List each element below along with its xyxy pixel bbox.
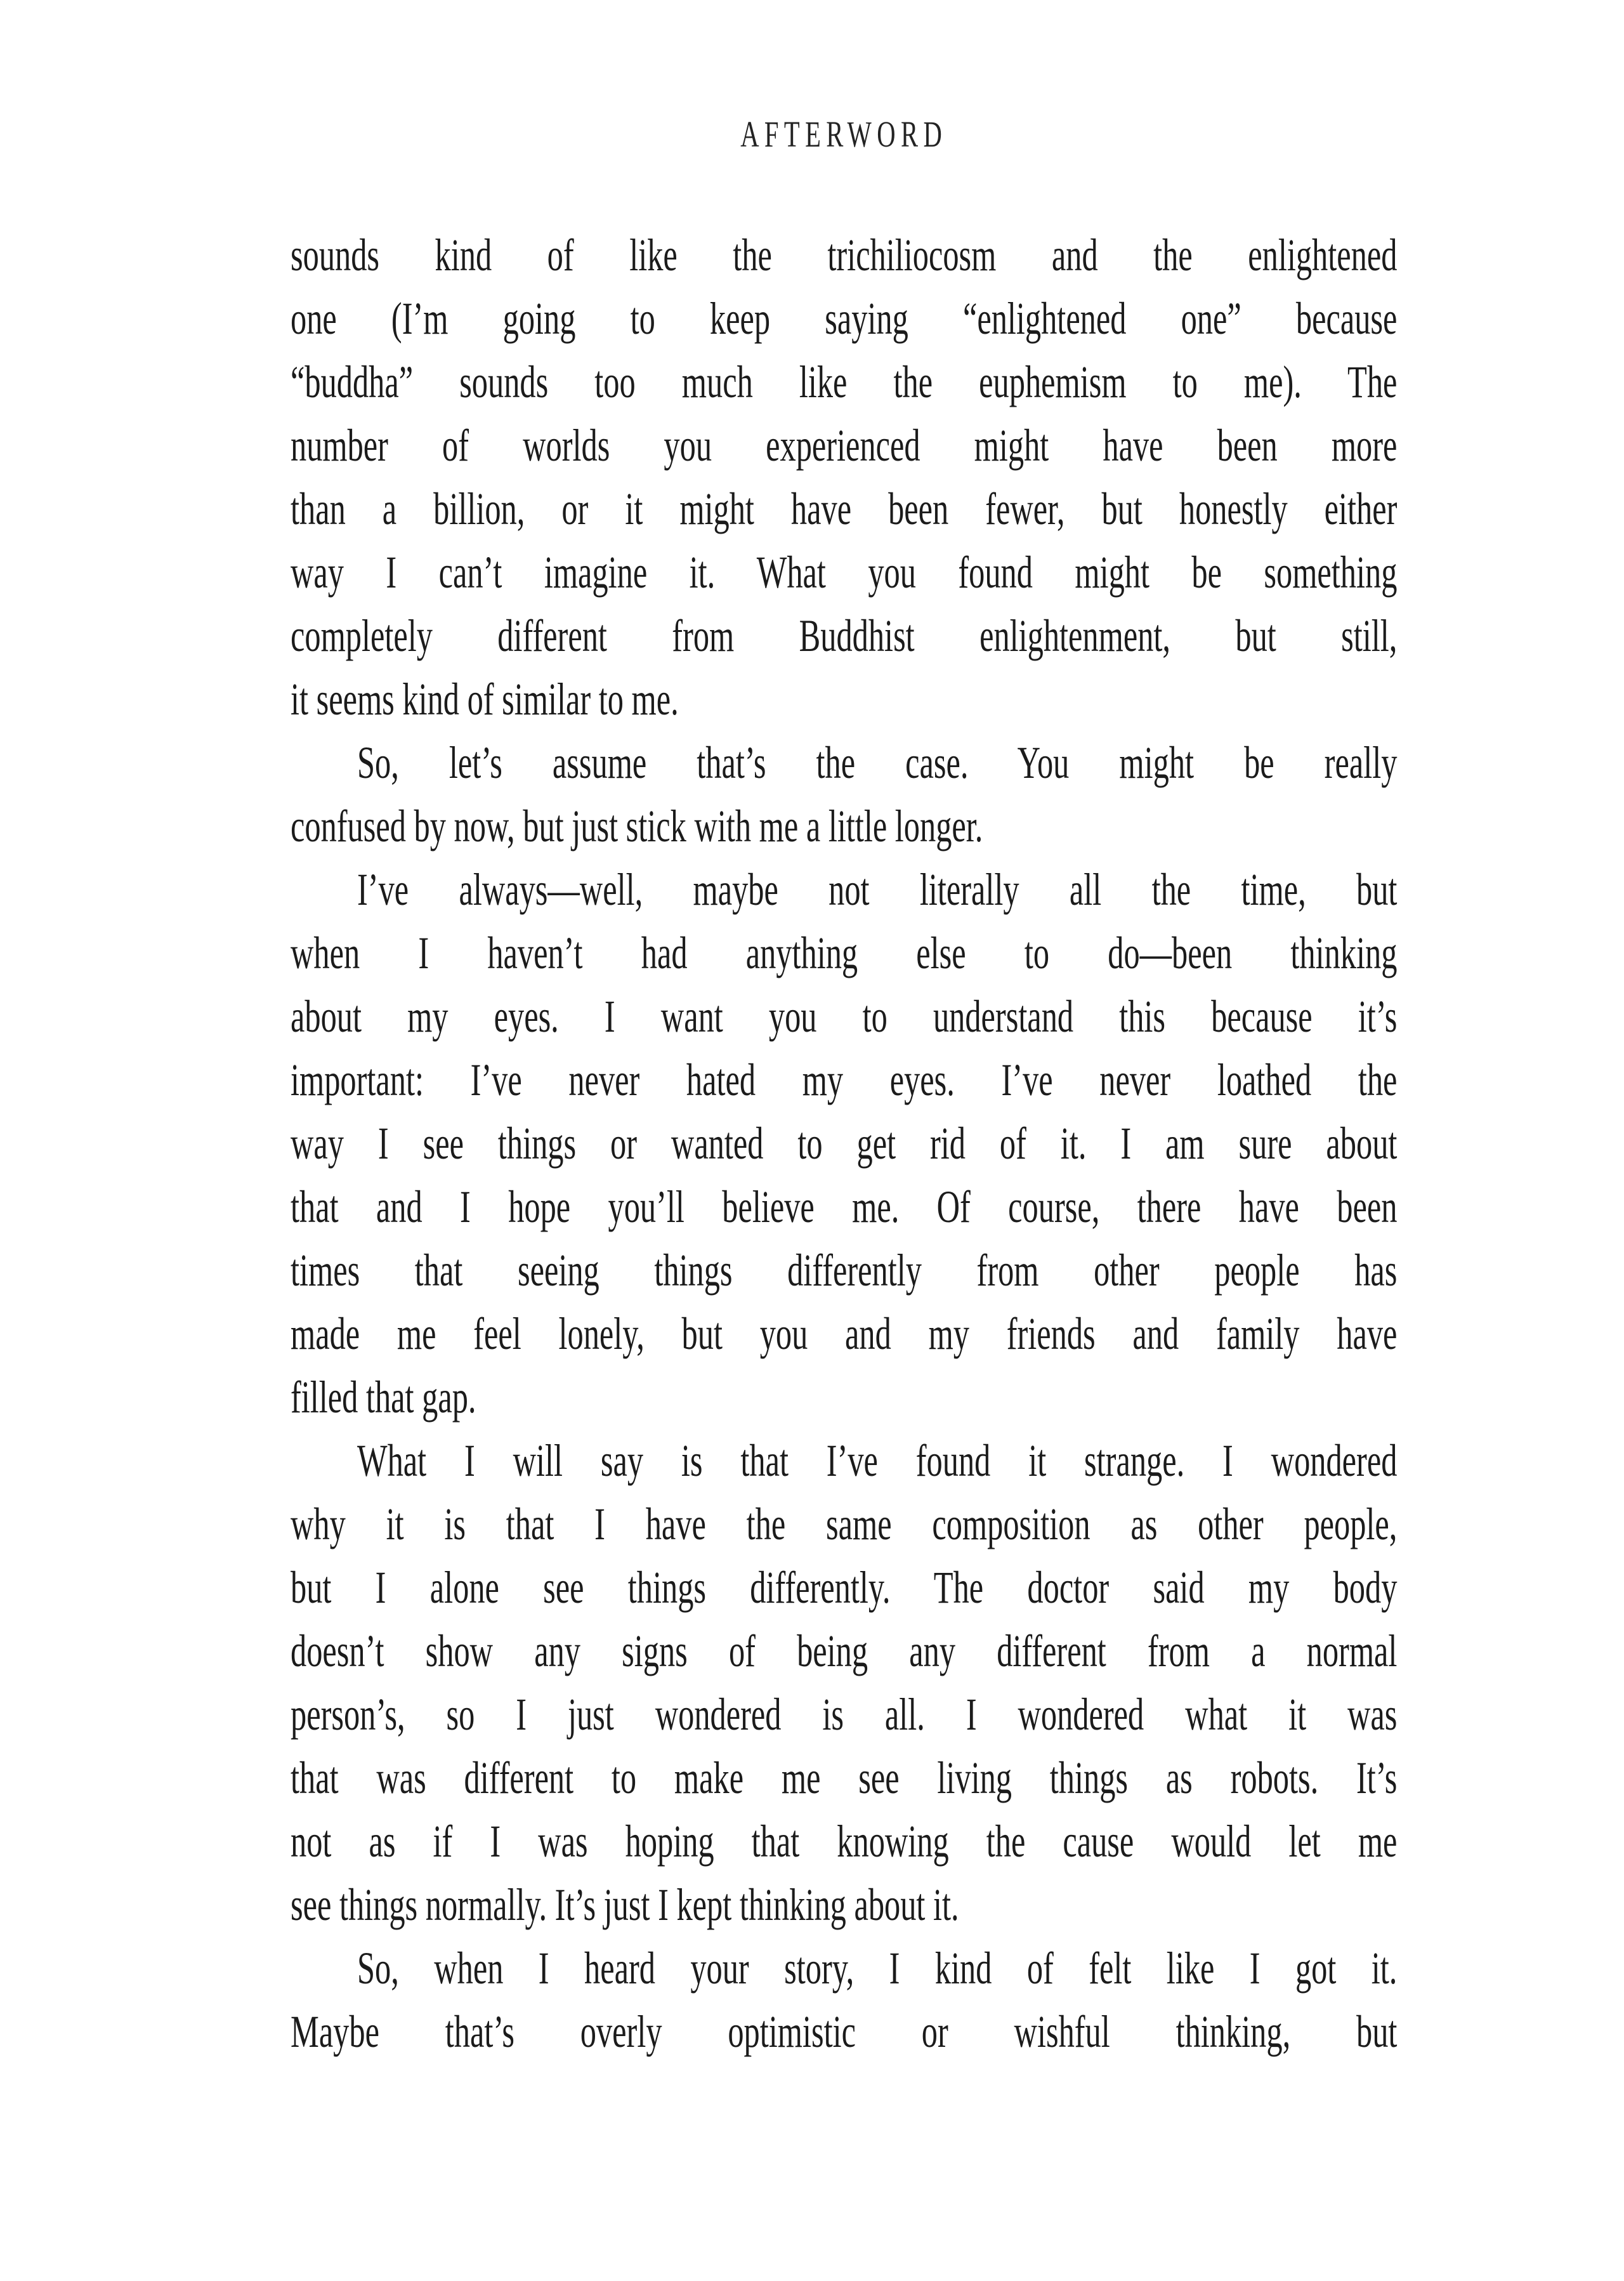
text-line: person’s, so I just wondered is all. I wondered what it was [291,1689,1398,1740]
text-line: sounds kind of like the trichiliocosm and the enlightened [291,230,1398,280]
paragraph [291,1936,1397,2063]
text-line: than a billion, or it might have been fewer, but honestly either [291,483,1398,534]
text-line: one (I’m going to keep saying “enlightened one” because [291,293,1398,344]
text-line: Maybe that’s overly optimistic or wishful thinking, but [291,2006,1398,2057]
text-line: but I alone see things differently. The doctor said my body [291,1562,1398,1613]
text-block [291,112,1397,2063]
body-text [291,223,1397,2063]
text-line: see things normally. It’s just I kept thinking about it. [291,1879,959,1930]
text-line: filled that gap. [291,1372,476,1423]
text-line: why it is that I have the same composition as other people, [291,1499,1398,1549]
paragraph [291,223,1397,731]
text-line: made me feel lonely, but you and my friends and family have [291,1308,1398,1359]
text-line: I’ve always—well, maybe not literally all the time, but [357,864,1398,915]
chapter-heading: AFTERWORD [740,114,948,155]
text-line: So, when I heard your story, I kind of felt like I got it. [357,1943,1398,1994]
paragraph [291,731,1397,858]
text-line: confused by now, but just stick with me a little longer. [291,801,983,851]
paragraph [291,858,1397,1429]
text-line: not as if I was hoping that knowing the cause would let me [291,1816,1398,1867]
text-line: important: I’ve never hated my eyes. I’ve never loathed the [291,1055,1398,1105]
text-line: “buddha” sounds too much like the euphemism to me). The [291,357,1398,407]
text-line: it seems kind of similar to me. [291,674,679,725]
text-line: that and I hope you’ll believe me. Of course, there have been [291,1181,1398,1232]
text-line: that was different to make me see living things as robots. It’s [291,1752,1398,1803]
paragraph [291,1429,1397,1936]
text-line: way I see things or wanted to get rid of it. I am sure about [291,1118,1398,1169]
text-line: times that seeing things differently from other people has [291,1245,1398,1296]
text-line: So, let’s assume that’s the case. You might be really [357,737,1398,788]
text-line: when I haven’t had anything else to do—been thinking [291,928,1398,978]
text-line: doesn’t show any signs of being any different from a normal [291,1626,1398,1676]
text-line: about my eyes. I want you to understand this because it’s [291,991,1398,1042]
text-line: way I can’t imagine it. What you found might be something [291,547,1398,598]
text-line: number of worlds you experienced might have been more [291,420,1398,471]
text-line: completely different from Buddhist enlightenment, but still, [291,610,1398,661]
text-line: What I will say is that I’ve found it strange. I wondered [357,1435,1398,1486]
